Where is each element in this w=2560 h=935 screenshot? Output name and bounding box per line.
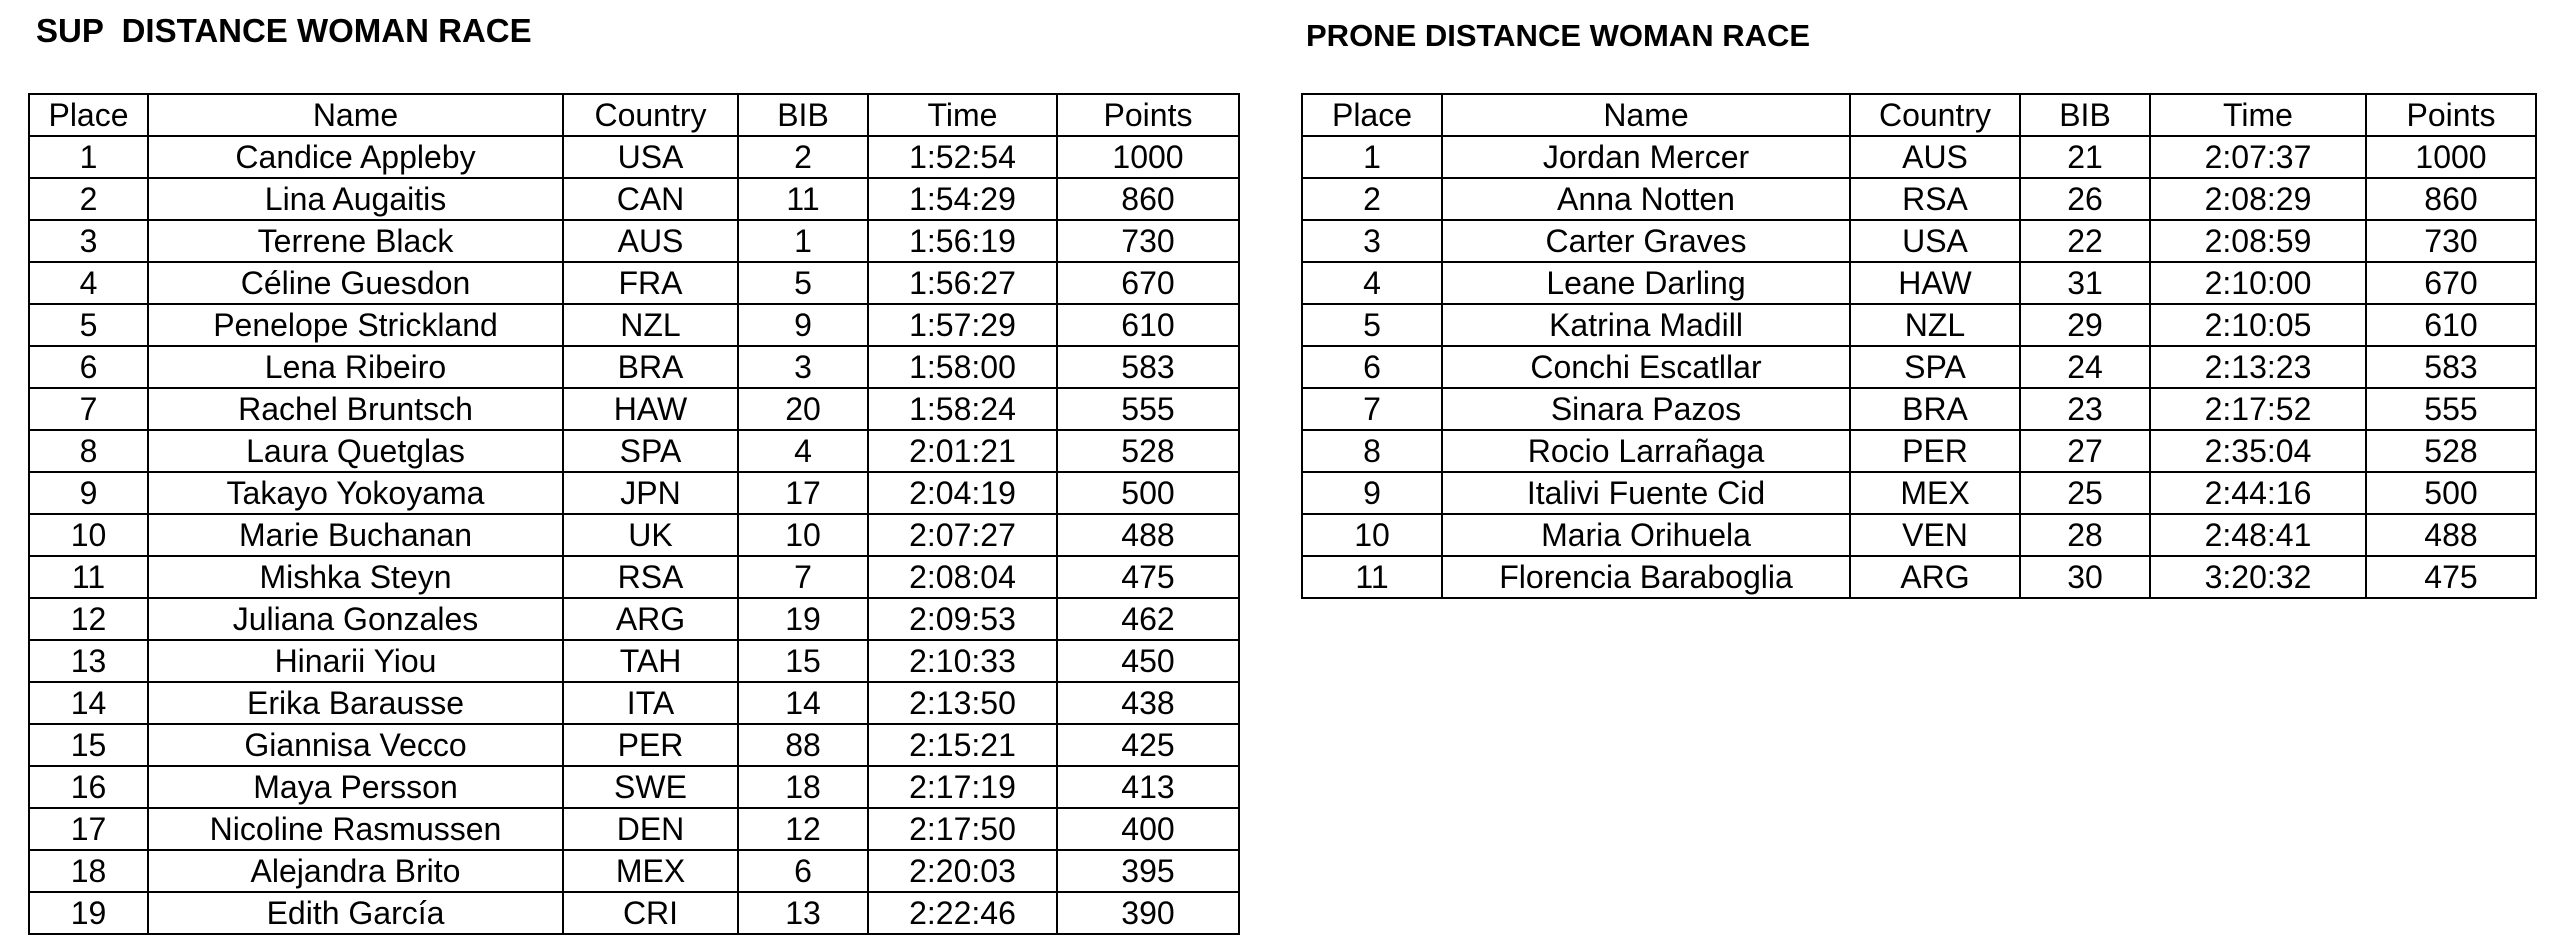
place-cell: 16 xyxy=(29,766,148,808)
name-cell: Giannisa Vecco xyxy=(148,724,563,766)
name-cell: Céline Guesdon xyxy=(148,262,563,304)
table-header-row xyxy=(29,94,1239,136)
place-cell: 6 xyxy=(1302,346,1442,388)
place-cell: 3 xyxy=(29,220,148,262)
country-cell: HAW xyxy=(1850,262,2020,304)
country-cell: FRA xyxy=(563,262,738,304)
country-cell: DEN xyxy=(563,808,738,850)
time-cell: 1:58:00 xyxy=(868,346,1057,388)
table-row xyxy=(29,640,1239,682)
time-cell: 3:20:32 xyxy=(2150,556,2366,598)
name-cell: Penelope Strickland xyxy=(148,304,563,346)
points-cell: 670 xyxy=(2366,262,2536,304)
time-cell: 2:17:50 xyxy=(868,808,1057,850)
time-cell: 1:54:29 xyxy=(868,178,1057,220)
points-cell: 670 xyxy=(1057,262,1239,304)
column-header-points: Points xyxy=(2366,94,2536,136)
points-cell: 450 xyxy=(1057,640,1239,682)
country-cell: PER xyxy=(563,724,738,766)
time-cell: 2:15:21 xyxy=(868,724,1057,766)
time-cell: 2:10:05 xyxy=(2150,304,2366,346)
country-cell: PER xyxy=(1850,430,2020,472)
table-row xyxy=(29,682,1239,724)
place-cell: 17 xyxy=(29,808,148,850)
bib-cell: 21 xyxy=(2020,136,2150,178)
time-cell: 2:07:27 xyxy=(868,514,1057,556)
place-cell: 11 xyxy=(29,556,148,598)
points-cell: 583 xyxy=(1057,346,1239,388)
place-cell: 8 xyxy=(1302,430,1442,472)
points-cell: 500 xyxy=(1057,472,1239,514)
time-cell: 1:52:54 xyxy=(868,136,1057,178)
name-cell: Lena Ribeiro xyxy=(148,346,563,388)
place-cell: 12 xyxy=(29,598,148,640)
time-cell: 2:48:41 xyxy=(2150,514,2366,556)
country-cell: TAH xyxy=(563,640,738,682)
column-header-points: Points xyxy=(1057,94,1239,136)
points-cell: 395 xyxy=(1057,850,1239,892)
table-row xyxy=(1302,388,2536,430)
table-row xyxy=(29,136,1239,178)
column-header-time: Time xyxy=(868,94,1057,136)
country-cell: UK xyxy=(563,514,738,556)
table-row xyxy=(1302,178,2536,220)
points-cell: 488 xyxy=(2366,514,2536,556)
name-cell: Candice Appleby xyxy=(148,136,563,178)
bib-cell: 22 xyxy=(2020,220,2150,262)
place-cell: 7 xyxy=(1302,388,1442,430)
place-cell: 7 xyxy=(29,388,148,430)
table-row xyxy=(1302,514,2536,556)
table-row xyxy=(29,220,1239,262)
bib-cell: 10 xyxy=(738,514,868,556)
country-cell: JPN xyxy=(563,472,738,514)
place-cell: 11 xyxy=(1302,556,1442,598)
points-cell: 400 xyxy=(1057,808,1239,850)
time-cell: 1:58:24 xyxy=(868,388,1057,430)
place-cell: 2 xyxy=(1302,178,1442,220)
country-cell: CRI xyxy=(563,892,738,934)
points-cell: 413 xyxy=(1057,766,1239,808)
bib-cell: 18 xyxy=(738,766,868,808)
country-cell: SPA xyxy=(563,430,738,472)
bib-cell: 9 xyxy=(738,304,868,346)
bib-cell: 5 xyxy=(738,262,868,304)
table-row xyxy=(1302,262,2536,304)
time-cell: 2:10:33 xyxy=(868,640,1057,682)
bib-cell: 13 xyxy=(738,892,868,934)
bib-cell: 23 xyxy=(2020,388,2150,430)
name-cell: Sinara Pazos xyxy=(1442,388,1850,430)
time-cell: 2:08:29 xyxy=(2150,178,2366,220)
place-cell: 15 xyxy=(29,724,148,766)
name-cell: Marie Buchanan xyxy=(148,514,563,556)
time-cell: 2:22:46 xyxy=(868,892,1057,934)
points-cell: 500 xyxy=(2366,472,2536,514)
points-cell: 1000 xyxy=(2366,136,2536,178)
name-cell: Rocio Larrañaga xyxy=(1442,430,1850,472)
table-row xyxy=(29,346,1239,388)
bib-cell: 24 xyxy=(2020,346,2150,388)
table-row xyxy=(29,598,1239,640)
name-cell: Mishka Steyn xyxy=(148,556,563,598)
country-cell: ARG xyxy=(1850,556,2020,598)
points-cell: 425 xyxy=(1057,724,1239,766)
time-cell: 2:44:16 xyxy=(2150,472,2366,514)
table-row xyxy=(1302,556,2536,598)
points-cell: 555 xyxy=(2366,388,2536,430)
table-row xyxy=(29,892,1239,934)
name-cell: Erika Barausse xyxy=(148,682,563,724)
country-cell: MEX xyxy=(563,850,738,892)
table-row xyxy=(29,178,1239,220)
bib-cell: 15 xyxy=(738,640,868,682)
place-cell: 19 xyxy=(29,892,148,934)
name-cell: Leane Darling xyxy=(1442,262,1850,304)
points-cell: 583 xyxy=(2366,346,2536,388)
points-cell: 528 xyxy=(2366,430,2536,472)
name-cell: Terrene Black xyxy=(148,220,563,262)
bib-cell: 25 xyxy=(2020,472,2150,514)
points-cell: 730 xyxy=(1057,220,1239,262)
time-cell: 2:01:21 xyxy=(868,430,1057,472)
bib-cell: 4 xyxy=(738,430,868,472)
bib-cell: 14 xyxy=(738,682,868,724)
time-cell: 2:07:37 xyxy=(2150,136,2366,178)
column-header-bib: BIB xyxy=(738,94,868,136)
table-row xyxy=(29,388,1239,430)
place-cell: 9 xyxy=(29,472,148,514)
country-cell: BRA xyxy=(563,346,738,388)
bib-cell: 27 xyxy=(2020,430,2150,472)
bib-cell: 88 xyxy=(738,724,868,766)
country-cell: RSA xyxy=(1850,178,2020,220)
table-row xyxy=(1302,304,2536,346)
table-row xyxy=(29,430,1239,472)
country-cell: RSA xyxy=(563,556,738,598)
table-row xyxy=(1302,346,2536,388)
points-cell: 528 xyxy=(1057,430,1239,472)
table-row xyxy=(1302,136,2536,178)
bib-cell: 12 xyxy=(738,808,868,850)
bib-cell: 6 xyxy=(738,850,868,892)
time-cell: 2:35:04 xyxy=(2150,430,2366,472)
table-row xyxy=(1302,430,2536,472)
points-cell: 610 xyxy=(2366,304,2536,346)
bib-cell: 29 xyxy=(2020,304,2150,346)
country-cell: SWE xyxy=(563,766,738,808)
name-cell: Katrina Madill xyxy=(1442,304,1850,346)
column-header-time: Time xyxy=(2150,94,2366,136)
column-header-place: Place xyxy=(1302,94,1442,136)
points-cell: 860 xyxy=(2366,178,2536,220)
table-row xyxy=(1302,220,2536,262)
time-cell: 1:56:19 xyxy=(868,220,1057,262)
table-header-row xyxy=(1302,94,2536,136)
place-cell: 1 xyxy=(1302,136,1442,178)
points-cell: 1000 xyxy=(1057,136,1239,178)
time-cell: 2:10:00 xyxy=(2150,262,2366,304)
country-cell: VEN xyxy=(1850,514,2020,556)
points-cell: 555 xyxy=(1057,388,1239,430)
place-cell: 9 xyxy=(1302,472,1442,514)
country-cell: SPA xyxy=(1850,346,2020,388)
country-cell: NZL xyxy=(563,304,738,346)
time-cell: 2:08:59 xyxy=(2150,220,2366,262)
table-row xyxy=(29,514,1239,556)
points-cell: 475 xyxy=(1057,556,1239,598)
points-cell: 610 xyxy=(1057,304,1239,346)
column-header-country: Country xyxy=(563,94,738,136)
table-row xyxy=(29,556,1239,598)
place-cell: 5 xyxy=(29,304,148,346)
time-cell: 2:04:19 xyxy=(868,472,1057,514)
bib-cell: 3 xyxy=(738,346,868,388)
country-cell: USA xyxy=(563,136,738,178)
country-cell: HAW xyxy=(563,388,738,430)
name-cell: Alejandra Brito xyxy=(148,850,563,892)
table-row xyxy=(29,262,1239,304)
sup-results-table xyxy=(28,93,1240,935)
time-cell: 2:09:53 xyxy=(868,598,1057,640)
column-header-place: Place xyxy=(29,94,148,136)
table-row xyxy=(29,850,1239,892)
table-row xyxy=(29,304,1239,346)
country-cell: CAN xyxy=(563,178,738,220)
place-cell: 14 xyxy=(29,682,148,724)
name-cell: Jordan Mercer xyxy=(1442,136,1850,178)
place-cell: 2 xyxy=(29,178,148,220)
bib-cell: 1 xyxy=(738,220,868,262)
name-cell: Anna Notten xyxy=(1442,178,1850,220)
table-row xyxy=(29,808,1239,850)
points-cell: 730 xyxy=(2366,220,2536,262)
place-cell: 18 xyxy=(29,850,148,892)
name-cell: Juliana Gonzales xyxy=(148,598,563,640)
time-cell: 2:17:19 xyxy=(868,766,1057,808)
place-cell: 4 xyxy=(29,262,148,304)
table-row xyxy=(1302,472,2536,514)
table-row xyxy=(29,766,1239,808)
name-cell: Hinarii Yiou xyxy=(148,640,563,682)
name-cell: Edith García xyxy=(148,892,563,934)
bib-cell: 28 xyxy=(2020,514,2150,556)
time-cell: 2:08:04 xyxy=(868,556,1057,598)
country-cell: BRA xyxy=(1850,388,2020,430)
place-cell: 4 xyxy=(1302,262,1442,304)
name-cell: Maya Persson xyxy=(148,766,563,808)
country-cell: MEX xyxy=(1850,472,2020,514)
place-cell: 1 xyxy=(29,136,148,178)
column-header-country: Country xyxy=(1850,94,2020,136)
place-cell: 3 xyxy=(1302,220,1442,262)
place-cell: 10 xyxy=(29,514,148,556)
bib-cell: 7 xyxy=(738,556,868,598)
name-cell: Laura Quetglas xyxy=(148,430,563,472)
bib-cell: 17 xyxy=(738,472,868,514)
points-cell: 860 xyxy=(1057,178,1239,220)
country-cell: NZL xyxy=(1850,304,2020,346)
bib-cell: 2 xyxy=(738,136,868,178)
time-cell: 2:20:03 xyxy=(868,850,1057,892)
time-cell: 2:17:52 xyxy=(2150,388,2366,430)
sup-race-title: SUP DISTANCE WOMAN RACE xyxy=(36,12,532,49)
table-row xyxy=(29,724,1239,766)
bib-cell: 11 xyxy=(738,178,868,220)
table-row xyxy=(29,472,1239,514)
name-cell: Florencia Baraboglia xyxy=(1442,556,1850,598)
column-header-bib: BIB xyxy=(2020,94,2150,136)
name-cell: Takayo Yokoyama xyxy=(148,472,563,514)
country-cell: ARG xyxy=(563,598,738,640)
name-cell: Lina Augaitis xyxy=(148,178,563,220)
points-cell: 390 xyxy=(1057,892,1239,934)
name-cell: Maria Orihuela xyxy=(1442,514,1850,556)
place-cell: 5 xyxy=(1302,304,1442,346)
name-cell: Nicoline Rasmussen xyxy=(148,808,563,850)
bib-cell: 30 xyxy=(2020,556,2150,598)
points-cell: 462 xyxy=(1057,598,1239,640)
place-cell: 6 xyxy=(29,346,148,388)
name-cell: Conchi Escatllar xyxy=(1442,346,1850,388)
points-cell: 475 xyxy=(2366,556,2536,598)
bib-cell: 20 xyxy=(738,388,868,430)
column-header-name: Name xyxy=(148,94,563,136)
points-cell: 488 xyxy=(1057,514,1239,556)
name-cell: Italivi Fuente Cid xyxy=(1442,472,1850,514)
column-header-name: Name xyxy=(1442,94,1850,136)
country-cell: AUS xyxy=(1850,136,2020,178)
prone-results-table xyxy=(1301,93,2537,599)
prone-race-title: PRONE DISTANCE WOMAN RACE xyxy=(1306,18,1811,53)
country-cell: USA xyxy=(1850,220,2020,262)
name-cell: Carter Graves xyxy=(1442,220,1850,262)
bib-cell: 31 xyxy=(2020,262,2150,304)
time-cell: 2:13:23 xyxy=(2150,346,2366,388)
bib-cell: 19 xyxy=(738,598,868,640)
time-cell: 2:13:50 xyxy=(868,682,1057,724)
place-cell: 13 xyxy=(29,640,148,682)
country-cell: ITA xyxy=(563,682,738,724)
bib-cell: 26 xyxy=(2020,178,2150,220)
country-cell: AUS xyxy=(563,220,738,262)
points-cell: 438 xyxy=(1057,682,1239,724)
time-cell: 1:56:27 xyxy=(868,262,1057,304)
place-cell: 8 xyxy=(29,430,148,472)
time-cell: 1:57:29 xyxy=(868,304,1057,346)
name-cell: Rachel Bruntsch xyxy=(148,388,563,430)
place-cell: 10 xyxy=(1302,514,1442,556)
